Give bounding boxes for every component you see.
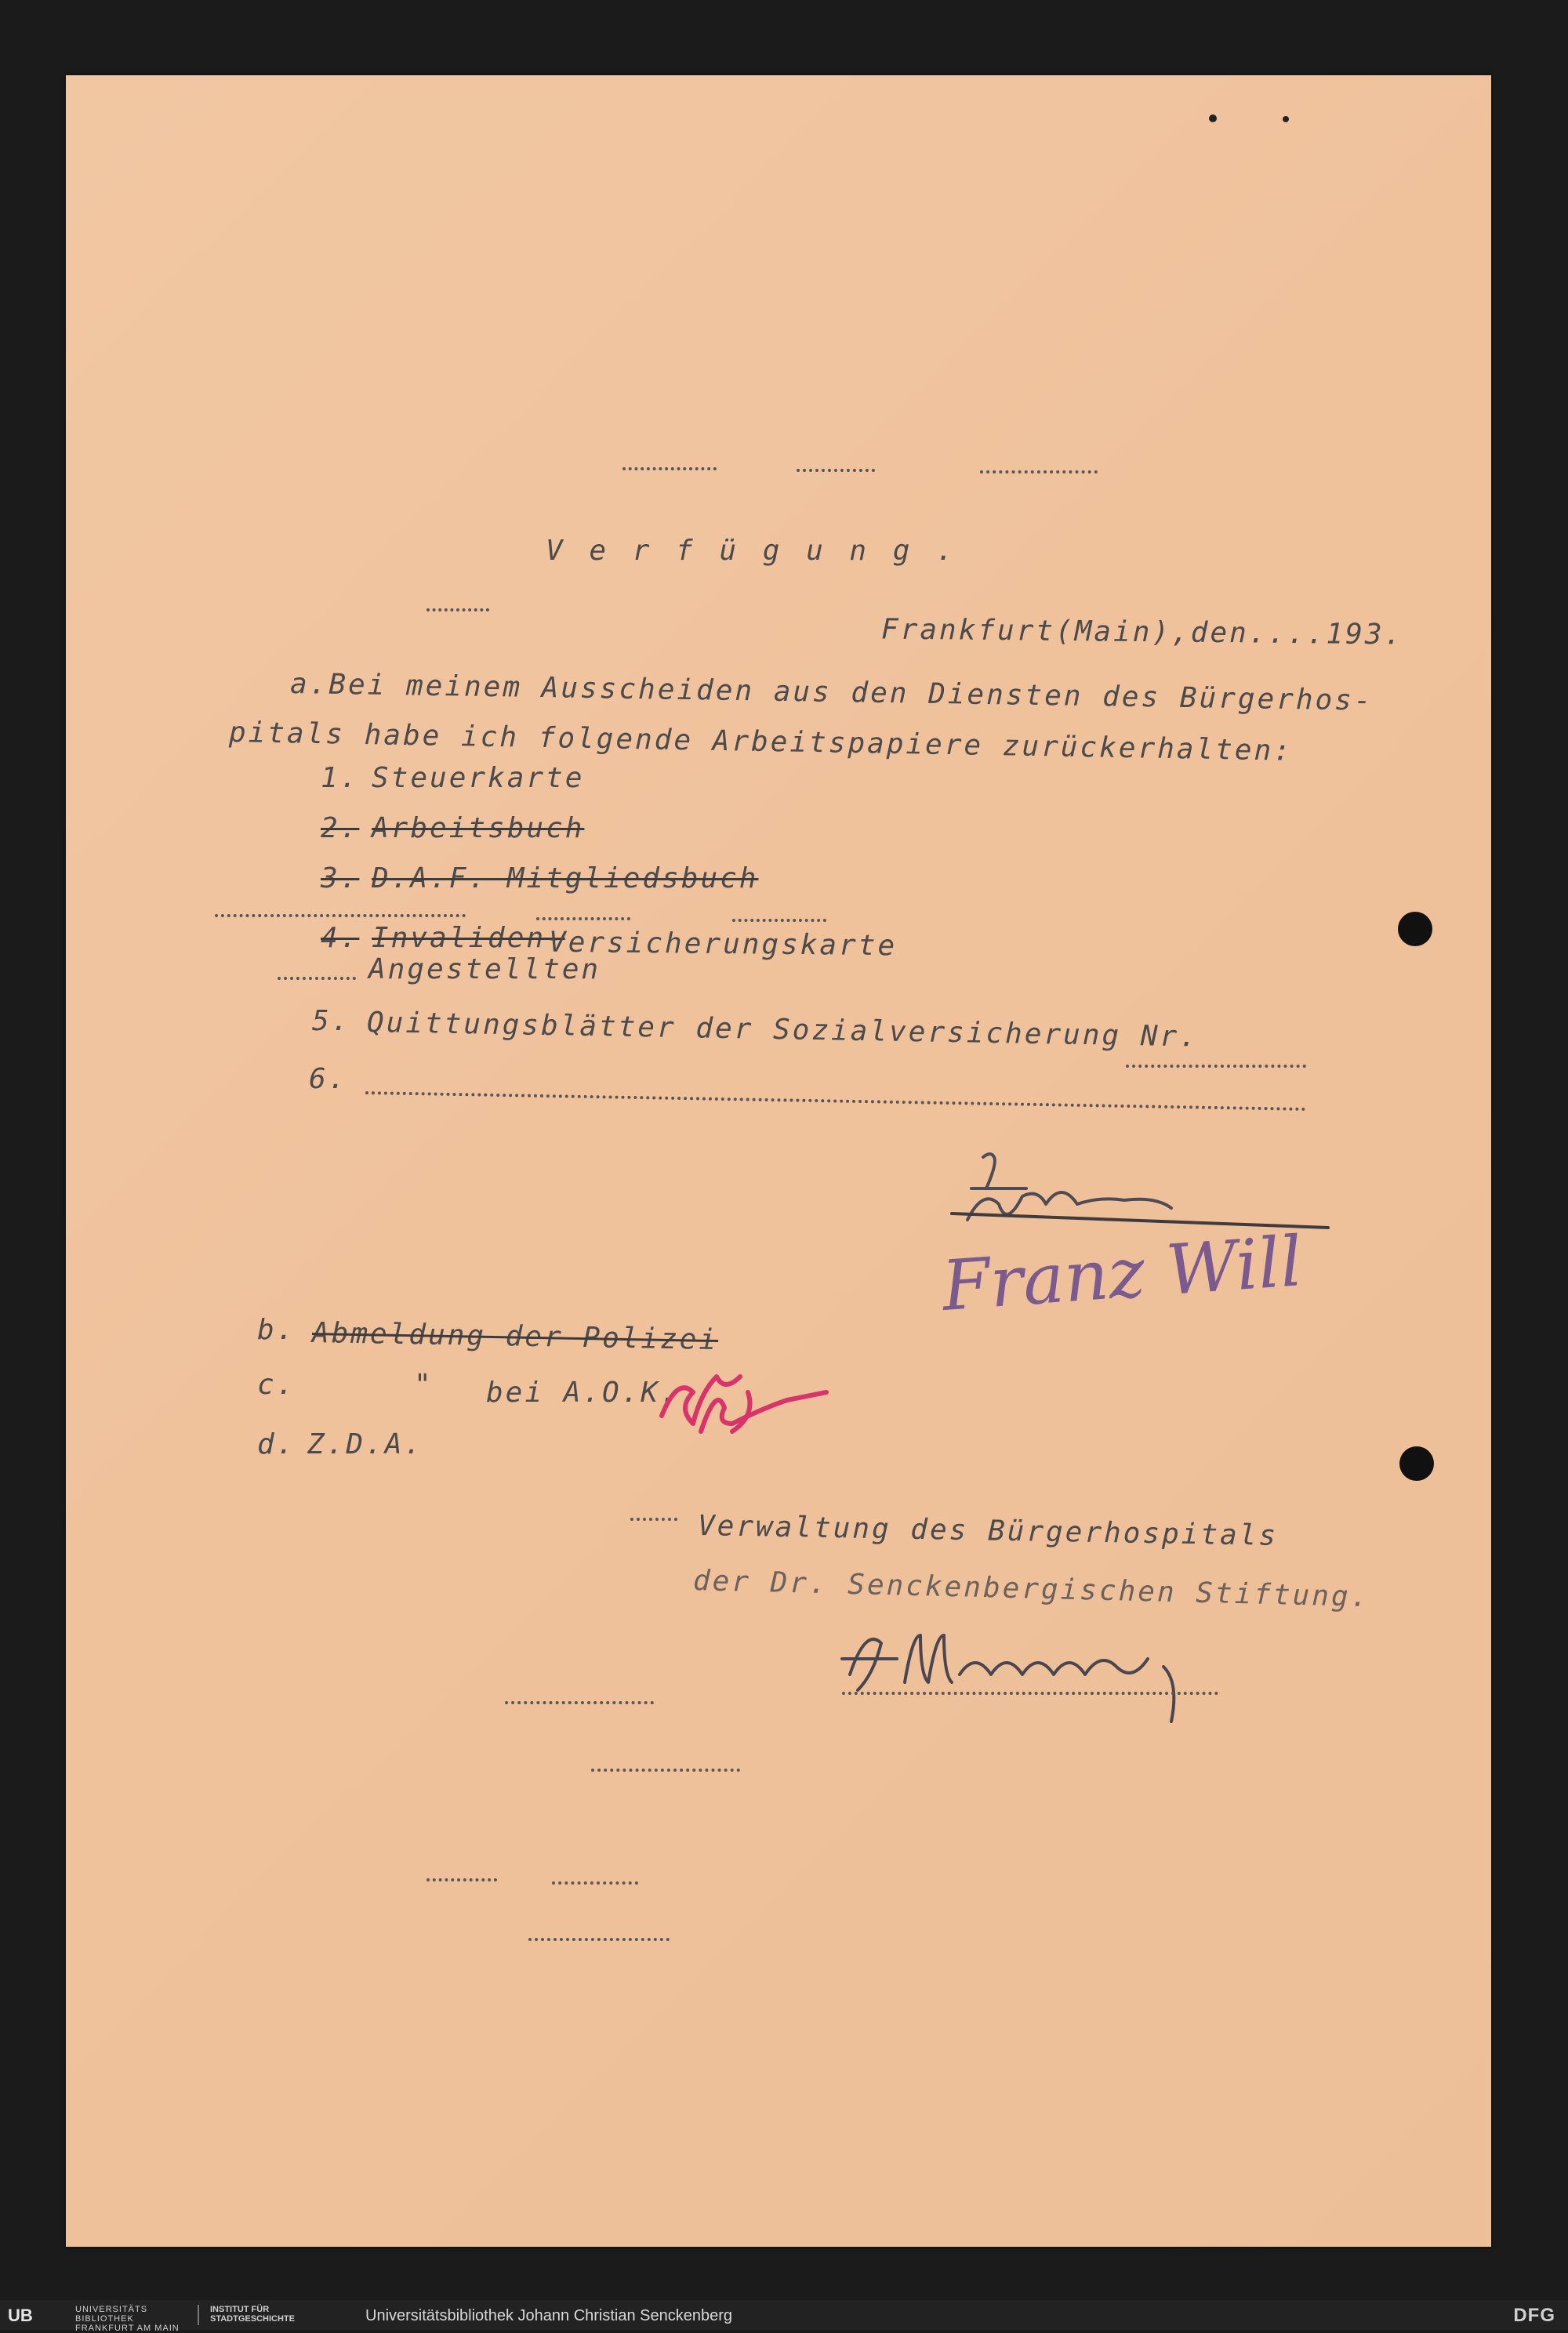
intro-line-1: a.Bei meinem Ausscheiden aus den Diensten des Bürgerhos- bbox=[289, 668, 1374, 717]
dotted-line bbox=[278, 977, 356, 980]
ub-logo[interactable]: UB bbox=[8, 2306, 33, 2325]
section-d-label: d. bbox=[257, 1428, 296, 1460]
dotted-line bbox=[591, 1769, 740, 1772]
dotted-line bbox=[797, 469, 875, 472]
item-4-text-c: Angestellten bbox=[368, 953, 601, 985]
binding-hole-bottom bbox=[1399, 1446, 1434, 1481]
dotted-line bbox=[528, 1938, 670, 1941]
item-4-text: Invaliden- bbox=[372, 922, 565, 954]
item-5-number: 5. bbox=[312, 1005, 351, 1037]
dotted-line bbox=[552, 1881, 638, 1885]
institute-logo-text[interactable]: INSTITUT FÜR STADTGESCHICHTE bbox=[210, 2305, 295, 2324]
dotted-line bbox=[365, 1091, 1306, 1111]
paper-speck bbox=[1283, 116, 1289, 122]
binding-hole-top bbox=[1398, 912, 1432, 946]
dotted-line bbox=[622, 467, 717, 470]
dotted-line bbox=[426, 608, 489, 611]
dotted-line bbox=[842, 1692, 1218, 1695]
intro-line-2: pitals habe ich folgende Arbeitspapiere zurückerhalten: bbox=[228, 717, 1294, 767]
dotted-line bbox=[630, 1518, 677, 1521]
signature-text: Franz Will bbox=[939, 1221, 1305, 1326]
item-1-text: Steuerkarte bbox=[372, 762, 585, 794]
issuer-line-1: Verwaltung des Bürgerhospitals bbox=[697, 1510, 1279, 1552]
item-2-number: 2. bbox=[321, 812, 360, 844]
item-4-number: 4. bbox=[321, 922, 360, 954]
date-line: Frankfurt(Main),den....193. bbox=[880, 613, 1404, 651]
item-6-number: 6. bbox=[309, 1063, 348, 1095]
paper-speck bbox=[1209, 114, 1217, 122]
item-2-text: Arbeitsbuch bbox=[372, 812, 585, 844]
section-b-label: b. bbox=[257, 1314, 296, 1346]
item-3-number: 3. bbox=[321, 862, 360, 894]
section-c-text: bei A.O.K. bbox=[486, 1377, 680, 1409]
dotted-line bbox=[426, 1878, 497, 1881]
dotted-line bbox=[505, 1701, 654, 1704]
section-c-label: c. bbox=[257, 1369, 296, 1401]
footer-bar bbox=[0, 2300, 1568, 2333]
issuer-signature bbox=[818, 1604, 1289, 1737]
item-4-text-b: Versicherungskarte bbox=[548, 926, 898, 963]
item-1-number: 1. bbox=[321, 762, 360, 794]
dfg-logo[interactable]: DFG bbox=[1513, 2305, 1555, 2326]
footer-separator bbox=[198, 2305, 199, 2325]
dotted-line bbox=[980, 470, 1098, 473]
item-5-text: Quittungsblätter der Sozialversicherung Nr. bbox=[366, 1007, 1200, 1054]
dotted-line bbox=[536, 917, 630, 920]
dotted-line bbox=[1126, 1065, 1306, 1068]
red-handwritten-mark bbox=[654, 1345, 842, 1455]
item-3-text: D.A.F. Mitgliedsbuch bbox=[372, 862, 759, 894]
issuer-line-2: der Dr. Senckenbergischen Stiftung. bbox=[692, 1565, 1370, 1614]
document-title: V e r f ü g u n g . bbox=[546, 535, 958, 567]
document-page bbox=[66, 75, 1491, 2247]
library-name: Universitätsbibliothek Johann Christian Senckenberg bbox=[365, 2307, 733, 2324]
ub-logo-text: UNIVERSITÄTS BIBLIOTHEK FRANKFURT AM MAIN bbox=[75, 2305, 180, 2333]
section-b-text: Abmeldung der Polizei bbox=[311, 1317, 719, 1357]
dotted-line bbox=[215, 914, 466, 917]
section-c-ditto: " bbox=[414, 1369, 434, 1401]
dotted-line bbox=[732, 919, 826, 922]
section-d-text: Z.D.A. bbox=[307, 1428, 424, 1460]
handwritten-signature bbox=[889, 1126, 1328, 1424]
